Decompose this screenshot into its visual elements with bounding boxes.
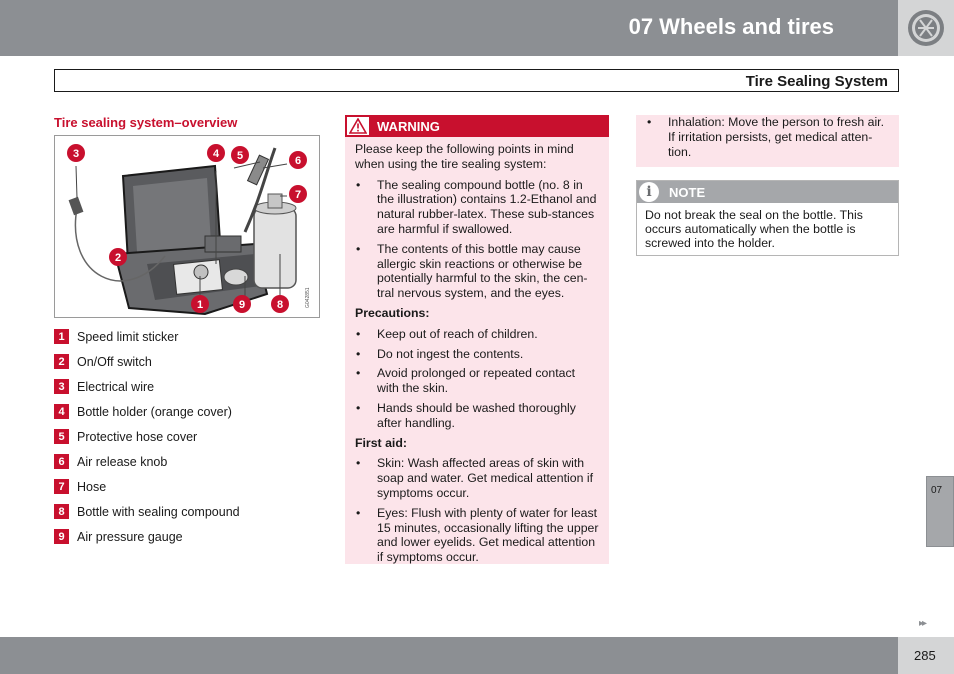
legend-text: Electrical wire [77,379,155,394]
warning-continuation [636,115,899,167]
list-item: • Do not ingest the contents. [355,347,599,362]
list-item: • Inhalation: Move the person to fresh air. If irritation persists, get medical atten-tion. [646,115,889,159]
legend-item [54,474,320,499]
number-badge: 7 [54,479,69,494]
number-badge: 2 [54,354,69,369]
legend-item [54,524,320,549]
number-badge: 4 [54,404,69,419]
legend-item [54,424,320,449]
legend-text: Speed limit sticker [77,329,179,344]
legend-text: On/Off switch [77,354,152,369]
image-code: G042851 [305,287,311,308]
callout-9: 9 [238,299,246,311]
tire-icon [906,8,946,48]
note-box [636,180,899,256]
legend-text: Protective hose cover [77,429,198,444]
list-item: • Hands should be washed thoroughly after handling. [355,401,599,431]
legend-text: Bottle with sealing compound [77,504,240,519]
page-number-box [898,637,954,674]
footer-bar [0,637,898,674]
side-tab-label: 07 [931,485,943,496]
warning-triangle-icon [347,117,369,135]
warning-intro: Please keep the following points in mind when using the tire sealing system: [355,142,574,171]
callout-4: 4 [212,148,220,160]
section-bar [54,69,899,92]
legend-item [54,499,320,524]
number-badge: 1 [54,329,69,344]
info-icon: i [639,182,659,202]
legend-item [54,449,320,474]
number-badge: 8 [54,504,69,519]
precautions-list [355,327,599,431]
note-header [637,181,898,203]
precautions-heading: Precautions: [355,305,430,320]
warning-header [345,115,609,137]
chapter-header-bar [0,0,898,56]
tire-sealing-kit-illustration [54,135,320,318]
overview-heading: Tire sealing system–overview [54,115,238,130]
hazard-list [355,178,599,301]
legend-item [54,399,320,424]
first-aid-list [355,456,599,565]
note-label: NOTE [669,184,706,200]
note-text: Do not break the seal on the bottle. This occurs automatically when the bottle is screwed into the holder. [645,208,863,250]
warning-box [345,115,609,564]
legend-item [54,374,320,399]
number-badge: 6 [54,454,69,469]
list-item: • Eyes: Flush with plenty of water for least 15 minutes, occasionally lifting the upper and lower eyelids. Get medical attention if symptoms occur. [355,506,599,565]
legend-text: Air release knob [77,454,168,469]
overview-column [54,115,320,544]
component-legend [54,324,320,549]
warning-label: WARNING [377,118,440,134]
chapter-icon-box [898,0,954,56]
number-badge: 9 [54,529,69,544]
list-item: • The contents of this bottle may cause allergic skin reactions or otherwise be potentially harmful to the skin, the cen-tral nervous system, and the eyes. [355,242,599,301]
next-page-arrows-icon: ▸▸ [919,618,926,629]
callout-8: 8 [276,299,284,311]
list-item: • Avoid prolonged or repeated contact with the skin. [355,366,599,396]
callout-7: 7 [294,189,302,201]
warning-body [345,137,609,565]
list-item: • Keep out of reach of children. [355,327,599,342]
chapter-side-tab[interactable] [926,476,954,547]
legend-text: Bottle holder (orange cover) [77,404,232,419]
legend-text: Hose [77,479,107,494]
list-item: • Skin: Wash affected areas of skin with soap and water. Get medical attention if symptoms occur. [355,456,599,500]
callout-5: 5 [236,150,244,162]
section-title: Tire Sealing System [745,73,888,90]
legend-item [54,349,320,374]
callout-1: 1 [196,299,204,311]
chapter-title: 07 Wheels and tires [628,14,834,39]
legend-text: Air pressure gauge [77,529,183,544]
legend-item [54,324,320,349]
callout-3: 3 [72,148,80,160]
list-item: • The sealing compound bottle (no. 8 in the illustration) contains 1.2-Ethanol and natural rubber-latex. These sub-stances are harmful if swallowed. [355,178,599,237]
callout-2: 2 [114,252,122,264]
number-badge: 5 [54,429,69,444]
callout-6: 6 [294,155,302,167]
first-aid-heading: First aid: [355,435,407,450]
number-badge: 3 [54,379,69,394]
page-number: 285 [914,648,936,663]
